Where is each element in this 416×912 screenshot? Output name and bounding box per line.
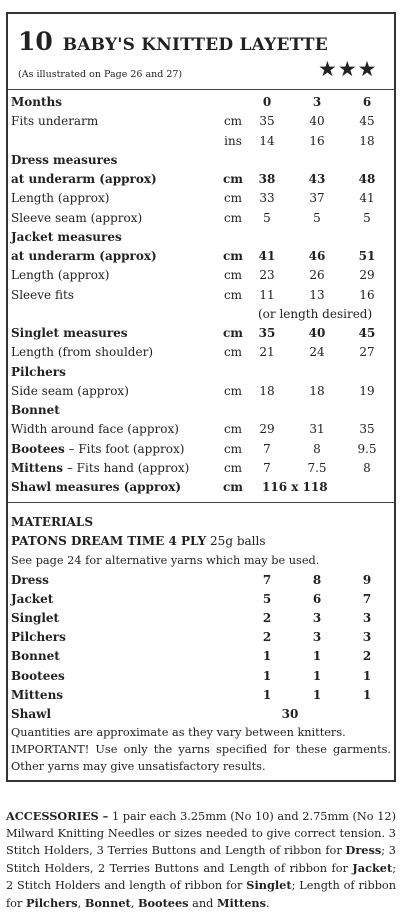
value-size-3: 48 (358, 172, 376, 186)
value-size-2: 7.5 (307, 460, 327, 475)
yarn-weight: 25g balls (206, 534, 266, 548)
value-size-1: 0 (262, 95, 272, 109)
garment-name: Jacket (352, 860, 393, 875)
value-size-2: 40 (308, 326, 326, 340)
balls-size-2: 30 (281, 706, 299, 721)
value-size-3: 8 (363, 460, 371, 475)
unit-cell: cm (223, 287, 243, 302)
value-size-3: 27 (359, 345, 375, 360)
value-size-1: 7 (263, 441, 271, 456)
alternative-yarns-note: See page 24 for alternative yarns which may be used. (11, 554, 320, 567)
garment-label: Bonnet (11, 649, 60, 664)
size-row (0, 170, 416, 189)
row-label: Length (from shoulder) (11, 345, 154, 360)
balls-size-3: 3 (362, 611, 372, 626)
value-size-3: 18 (359, 133, 375, 148)
value-size-2: 18 (309, 383, 325, 398)
unit-cell: cm (223, 191, 243, 206)
balls-size-3: 1 (362, 687, 372, 702)
material-row (0, 628, 416, 647)
balls-size-1: 7 (262, 573, 272, 587)
size-row (0, 151, 416, 170)
accessories-label: ACCESSORIES – (6, 809, 109, 823)
value-size-3: 45 (358, 326, 376, 340)
value-size-1: 38 (258, 172, 276, 186)
row-label: Shawl measures (approx) (11, 480, 182, 494)
balls-size-1: 5 (262, 592, 272, 607)
garment-name: Dress (345, 843, 382, 857)
value-size-2: 26 (309, 268, 325, 283)
row-label: at underarm (approx) (11, 172, 157, 186)
balls-size-3: 2 (362, 649, 372, 664)
important-note: IMPORTANT! Use only the yarns specified for these garments. Other yarns may give unsatisfactory results. (11, 743, 391, 773)
material-row (0, 609, 416, 628)
unit-cell: cm (223, 268, 243, 283)
garment-name: Mittens (11, 460, 64, 475)
value-size-2: 13 (309, 287, 325, 302)
balls-size-2: 8 (312, 573, 322, 587)
unit-cell: cm (223, 383, 243, 398)
balls-size-1: 1 (262, 687, 272, 702)
row-label: Pilchers (11, 364, 66, 379)
size-row (0, 209, 416, 228)
value-size-2: 43 (308, 172, 326, 186)
garment-label: Singlet (11, 611, 60, 626)
shawl-size: 116 x 118 (262, 480, 328, 494)
size-row (0, 324, 416, 343)
value-size-1: 5 (263, 210, 271, 225)
value-size-3: 16 (359, 287, 375, 302)
balls-size-1: 2 (262, 630, 272, 645)
accessories-paragraph (6, 808, 396, 912)
pattern-title: BABY'S KNITTED LAYETTE (62, 35, 328, 55)
garment-name: Bootees (137, 895, 189, 910)
size-row (0, 305, 416, 324)
value-size-1: 11 (259, 287, 275, 302)
row-label: Sleeve seam (approx) (11, 210, 143, 225)
value-size-1: 7 (263, 460, 271, 475)
balls-size-1: 1 (262, 668, 272, 683)
value-size-3: 51 (358, 249, 376, 263)
unit-cell: cm (222, 172, 243, 186)
divider (8, 89, 394, 90)
size-row (0, 286, 416, 305)
size-row (0, 363, 416, 382)
accessories-text: and (188, 896, 217, 910)
garment-label: Shawl (11, 706, 52, 721)
size-row (0, 420, 416, 439)
value-size-3: 35 (359, 422, 375, 437)
unit-cell: cm (223, 441, 243, 456)
garment-name: Bonnet (84, 895, 131, 910)
garment-name: Mittens (216, 895, 266, 910)
value-size-1: 35 (259, 114, 275, 129)
value-size-3: 45 (359, 114, 375, 129)
value-size-1: 29 (259, 422, 275, 437)
balls-size-1: 2 (262, 611, 272, 626)
materials-heading: MATERIALS (11, 515, 94, 529)
row-label: Side seam (approx) (11, 383, 129, 398)
row-label: Sleeve fits (11, 287, 74, 302)
unit-cell: cm (222, 480, 243, 494)
balls-size-2: 3 (312, 630, 322, 645)
material-row (0, 686, 416, 705)
garment-label: Mittens (11, 687, 64, 702)
size-row (0, 459, 416, 478)
size-row (0, 247, 416, 266)
divider (8, 502, 394, 503)
row-label (11, 440, 184, 459)
balls-size-2: 6 (312, 592, 322, 607)
size-row (0, 382, 416, 401)
yarn-name: PATONS DREAM TIME 4 PLY (11, 534, 207, 548)
accessories-text: , (130, 896, 138, 910)
value-size-3: 6 (362, 95, 372, 109)
value-size-2: 3 (312, 95, 322, 109)
balls-size-2: 1 (312, 687, 322, 702)
value-size-2: 31 (309, 422, 325, 437)
value-size-1: 14 (259, 133, 275, 148)
balls-size-3: 9 (362, 573, 372, 587)
balls-size-3: 3 (362, 630, 372, 645)
unit-cell: cm (223, 210, 243, 225)
value-size-2: 46 (308, 249, 326, 263)
garment-name: Pilchers (25, 895, 78, 910)
garment-name: Singlet (246, 878, 292, 892)
value-size-3: 41 (359, 191, 375, 206)
row-label: Length (approx) (11, 191, 110, 206)
unit-cell: cm (222, 326, 243, 340)
unit-cell: cm (223, 114, 243, 129)
value-size-1: 41 (258, 249, 276, 263)
unit-cell: cm (223, 345, 243, 360)
row-label: Dress measures (11, 152, 118, 167)
row-label (11, 459, 189, 478)
value-size-1: 23 (259, 268, 275, 283)
row-label-detail: – Fits foot (approx) (64, 441, 185, 456)
row-note: (or length desired) (258, 306, 373, 321)
garment-label: Dress (11, 573, 49, 587)
value-size-3: 29 (359, 268, 375, 283)
garment-label: Jacket (11, 592, 54, 607)
value-size-3: 5 (363, 210, 371, 225)
value-size-2: 24 (309, 345, 325, 360)
size-row (0, 478, 416, 497)
row-label-detail: – Fits hand (approx) (63, 460, 190, 475)
value-size-3: 9.5 (357, 441, 377, 456)
garment-label: Pilchers (11, 630, 66, 645)
page-subtitle: (As illustrated on Page 26 and 27) (18, 69, 183, 80)
balls-size-2: 1 (312, 668, 322, 683)
value-size-2: 5 (313, 210, 321, 225)
difficulty-stars: ★★★ (318, 57, 378, 81)
material-row (0, 590, 416, 609)
balls-size-3: 1 (362, 668, 372, 683)
pattern-number: 10 (18, 27, 53, 56)
size-row (0, 93, 416, 112)
row-label: Width around face (approx) (11, 422, 179, 437)
row-label: Months (11, 95, 63, 109)
row-label: Fits underarm (11, 114, 99, 129)
row-label: Length (approx) (11, 268, 110, 283)
yarn-line (11, 532, 265, 551)
material-row (0, 705, 416, 724)
value-size-2: 8 (313, 441, 321, 456)
value-size-2: 16 (309, 133, 325, 148)
unit-cell: cm (222, 249, 243, 263)
size-row (0, 112, 416, 131)
accessories-text: , (77, 896, 85, 910)
unit-cell: cm (223, 460, 243, 475)
size-row (0, 343, 416, 362)
row-label: at underarm (approx) (11, 249, 157, 263)
accessories-text: ; 3 Stitch Holders, 2 Terries Buttons and Length of ribbon for (6, 844, 396, 875)
value-size-2: 40 (309, 114, 325, 129)
material-row (0, 667, 416, 686)
value-size-3: 19 (359, 383, 375, 398)
value-size-2: 37 (309, 191, 325, 206)
row-label: Bonnet (11, 403, 60, 417)
garment-name: Bootees (11, 441, 65, 456)
garment-label: Bootees (11, 668, 65, 683)
row-label: Singlet measures (11, 326, 128, 340)
size-row (0, 401, 416, 420)
accessories-text: . (265, 896, 270, 910)
quantities-note: Quantities are approximate as they vary between knitters. (11, 726, 346, 739)
balls-size-2: 3 (312, 611, 322, 626)
size-row (0, 132, 416, 151)
size-row (0, 189, 416, 208)
value-size-1: 21 (259, 345, 275, 360)
accessories-text: 1 pair each 3.25mm (No 10) and 2.75mm (No 12) Milward Knitting Needles or sizes needed to give correct tension. 3 Stitch Holders, 3 Terries Buttons and Length of ribbon for (6, 810, 397, 857)
row-label: Jacket measures (11, 229, 122, 244)
value-size-1: 18 (259, 383, 275, 398)
size-row (0, 440, 416, 459)
page-title (18, 27, 328, 56)
unit-cell: cm (223, 422, 243, 437)
value-size-1: 33 (259, 191, 275, 206)
balls-size-3: 7 (362, 592, 372, 607)
balls-size-2: 1 (312, 649, 322, 664)
size-row (0, 266, 416, 285)
accessories-text: ; Length of ribbon for (6, 879, 397, 910)
material-row (0, 571, 416, 590)
value-size-1: 35 (258, 326, 276, 340)
size-row (0, 228, 416, 247)
material-row (0, 647, 416, 666)
balls-size-1: 1 (262, 649, 272, 664)
accessories-text: ; 2 Stitch Holders and length of ribbon for (6, 861, 396, 892)
unit-cell: ins (224, 133, 242, 148)
